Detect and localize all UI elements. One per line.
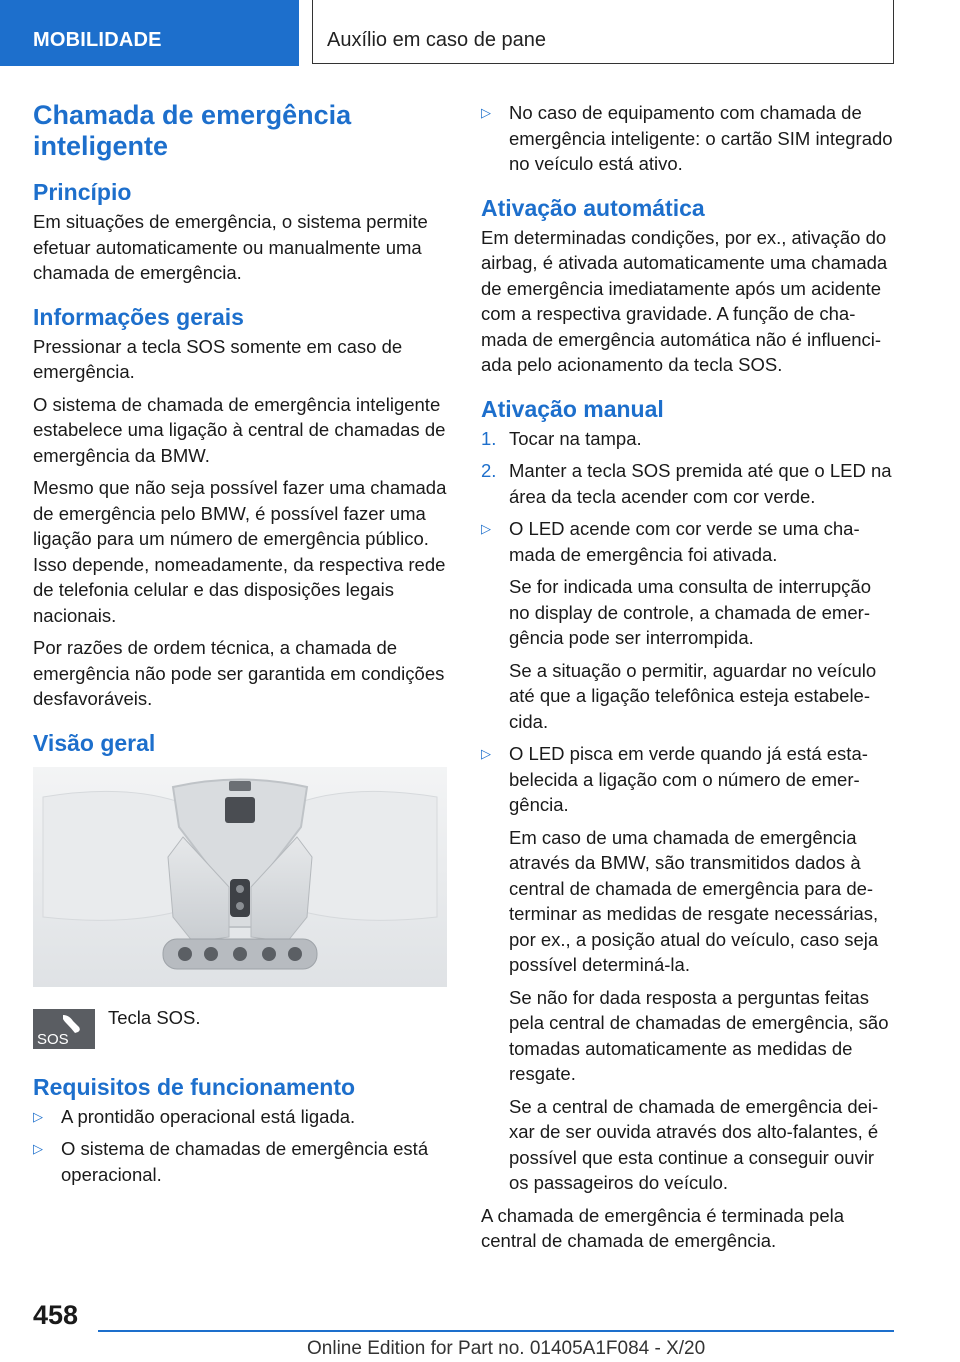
section-title: MOBILIDADE <box>33 29 162 51</box>
sos-button-icon <box>33 1009 95 1049</box>
auto-text: Em determinadas condições, por ex., ativação do airbag, é ativada automaticamente uma chamada de emergência imediatamente após um acidente com a respectiva gravidade. A função de chamada de emergência automática não é influenciada pelo acionamento da tecla SOS. <box>481 226 888 375</box>
info-para: Por razões de ordem técnica, a chamada de emergência não pode ser garantida em condições desfavoráveis. <box>33 637 445 709</box>
requisitos-list <box>33 1104 447 1188</box>
sos-legend <box>33 1005 447 1051</box>
section-tab <box>0 0 299 66</box>
list-item: ▷ No caso de equipamento com chamada de emergência inteligente: o cartão SIM integrado no veículo está ativo. <box>481 102 893 174</box>
triangle-bullet-icon: ▷ <box>481 521 491 536</box>
heading-visao: Visão geral <box>33 729 156 756</box>
manual-steps <box>481 426 895 510</box>
requisitos-list-cont <box>481 100 895 177</box>
left-column <box>33 100 447 1194</box>
heading-requisitos: Requisitos de funcionamento <box>33 1073 356 1100</box>
page-title: Chamada de emergência inteligente <box>33 100 352 161</box>
footer-divider <box>98 1330 894 1332</box>
closing-text: A chamada de emergência é terminada pela central de chamada de emergência. <box>481 1204 845 1251</box>
right-column <box>481 100 895 1261</box>
manual-results <box>481 516 895 1196</box>
info-para: O sistema de chamada de emergência inteligente estabelece uma ligação à central de chamadas de emergência da BMW. <box>33 393 446 466</box>
chapter-title: Auxílio em caso de pane <box>327 29 547 51</box>
list-item: ▷ O sistema de chamadas de emergência está operacional. <box>33 1138 429 1185</box>
heading-principio: Princípio <box>33 179 132 205</box>
principio-text: Em situações de emergência, o sistema permite efetuar automaticamente ou manualmente uma chamada de emergência. <box>33 211 428 283</box>
chapter-box <box>312 0 894 64</box>
triangle-bullet-icon: ▷ <box>481 105 491 120</box>
triangle-bullet-icon: ▷ <box>33 1141 43 1156</box>
heading-auto: Ativação automática <box>481 194 705 221</box>
step-item: 2. Manter a tecla SOS premida até que o LED na área da tecla acender com cor verde. <box>481 460 892 507</box>
page-number: 458 <box>33 1300 79 1330</box>
sos-label: Tecla SOS. <box>108 1006 201 1028</box>
triangle-bullet-icon: ▷ <box>33 1108 43 1124</box>
heading-info: Informações gerais <box>33 303 244 330</box>
info-para: Mesmo que não seja possível fazer uma chamada de emergência pelo BMW, é possível fazer uma ligação para um número de emergência público. Isso depende, nomeadamente, da respectiva rede de telefonia celular e das disposições legais nacionais. <box>33 477 447 626</box>
overhead-console-image <box>33 767 447 987</box>
result-item: ▷ O LED acende com cor verde se uma chamada de emergência foi ativada. Se for indicada uma consulta de interrupção no display de controle, a chamada de emergência pode ser interrompida. Se a situação o permitir, aguardar no veículo até que a ligação telefônica esteja estabelecida. <box>481 518 877 732</box>
page-header <box>0 0 960 66</box>
list-item: ▷ A prontidão operacional está ligada. <box>33 1104 447 1130</box>
info-para: Pressionar a tecla SOS somente em caso de emergência. <box>33 335 403 382</box>
step-item: 1. Tocar na tampa. <box>481 427 642 449</box>
heading-manual: Ativação manual <box>481 395 664 422</box>
sos-icon-text: SOS <box>37 1030 69 1048</box>
triangle-bullet-icon: ▷ <box>481 746 491 761</box>
result-item: ▷ O LED pisca em verde quando já está estabelecida a ligação com o número de emergência. Em caso de uma chamada de emergência através da BMW, são transmitidos dados à central de chamada de emergência para determinar as medidas de resgate necessárias, por ex., a posição atual do veículo, caso seja possível determiná-la. Se não for dada resposta a perguntas feitas pela central de chamadas de emergência, são tomadas automaticamente as medidas de resgate. Se a central de chamada de emergência deixar de ser ouvida através dos alto-falantes, é possível que esta continue a conseguir ouvir os passageiros do veículo. <box>481 743 889 1193</box>
edition-note: Online Edition for Part no. 01405A1F084 - X/20 <box>307 1338 706 1359</box>
overhead-console-illustration <box>33 767 447 987</box>
